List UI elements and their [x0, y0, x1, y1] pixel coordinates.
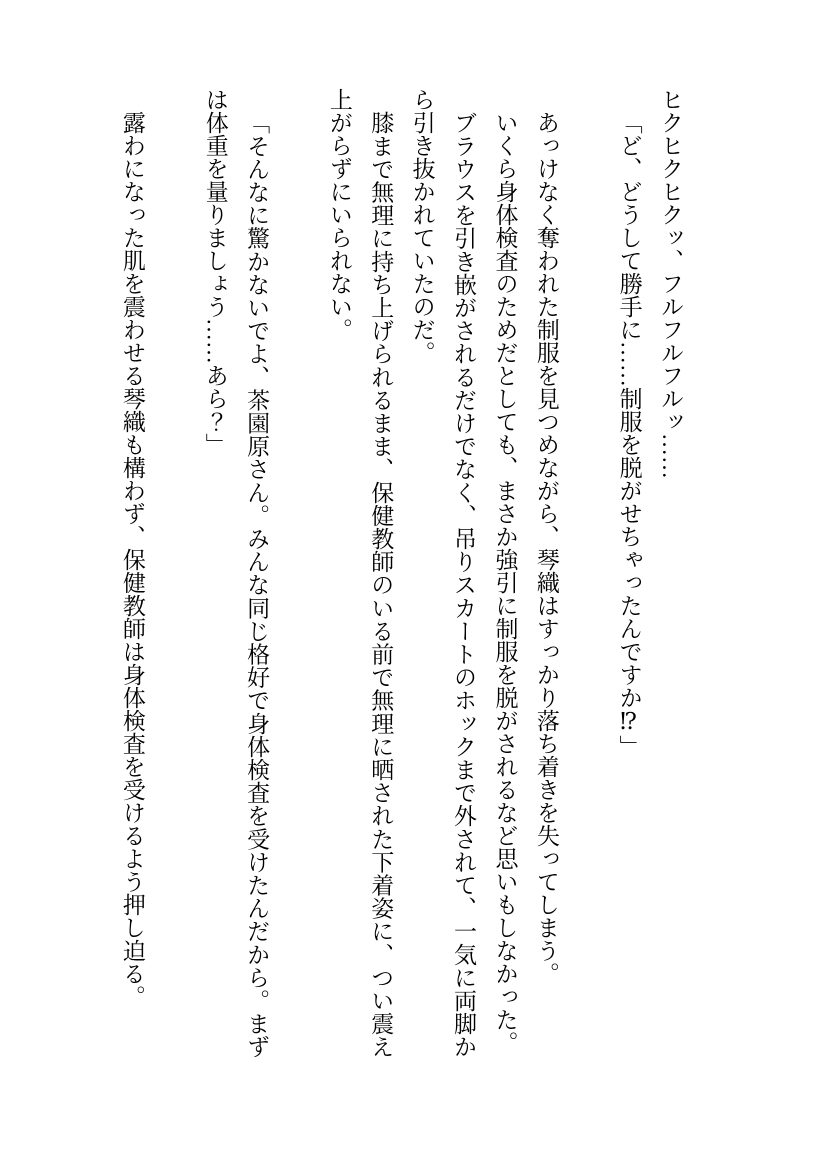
sfx-line: ヒクヒクヒクッ、フルフルフルッ……	[658, 88, 683, 479]
dialogue-line: 「そんなに驚かないでよ、茶園原さん。みんな同じ格好で身体検査を受けたんだから。まずは体重を量りましょう……あら？」	[202, 88, 270, 1058]
vertical-text-area	[112, 0, 825, 1058]
narrative-paragraph: 膝まで無理に持ち上げられるまま、保健教師のいる前で無理に晒された下着姿に、つい震え上がらずにいられない。	[326, 88, 394, 1058]
narrative-paragraph: ブラウスを引き嵌がされるだけでなく、吊りスカートのホックまで外されて、一気に両脚から引き抜かれていたのだ。	[409, 88, 477, 1058]
narrative-paragraph: あっけなく奪われた制服を見つめながら、琴織はすっかり落ち着きを失ってしまう。	[533, 111, 559, 985]
narrative-paragraph: いくら身体検査のためだとしても、まさか強引に制服を脱がされるなど思いもしなかった。	[492, 111, 518, 1054]
narrative-paragraph: 露わになった肌を震わせる琴織も構わず、保健教師は身体検査を受けるよう押し迫る。	[119, 111, 145, 1008]
dialogue-line: 「ど、どうして勝手に……制服を脱がせちゃったんですか⁉」	[616, 111, 642, 758]
